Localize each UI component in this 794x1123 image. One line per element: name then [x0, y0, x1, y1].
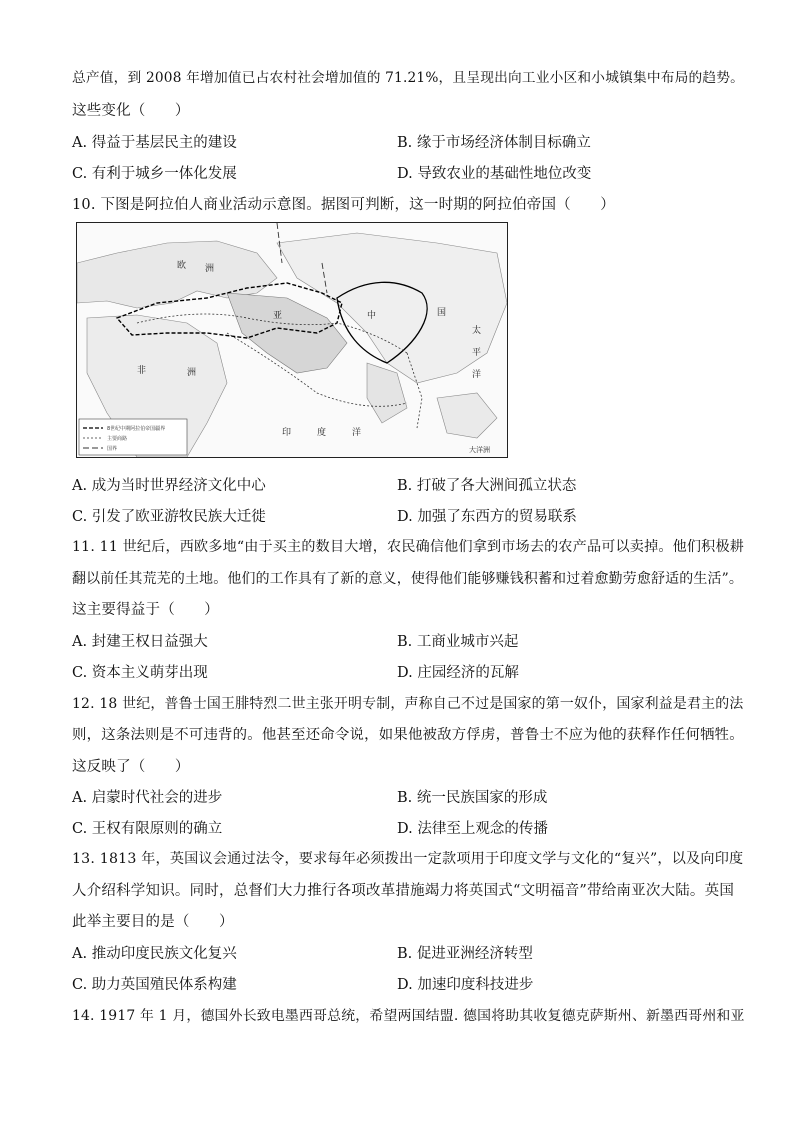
q14-stem-line1: 14. 1917 年 1 月，德国外长致电墨西哥总统，希望两国结盟. 德国将助其收复德克萨斯州、新墨西哥州和亚 [72, 1008, 745, 1024]
q13-option-d: D. 加速印度科技进步 [397, 977, 534, 993]
arab-trade-map [76, 222, 508, 458]
legend-item: 主要商路 [107, 436, 128, 442]
q10-option-b: B. 打破了各大洲间孤立状态 [397, 478, 577, 494]
q9-option-b: B. 缘于市场经济体制目标确立 [397, 135, 591, 151]
q12-option-d: D. 法律至上观念的传播 [397, 821, 548, 837]
q9-stem-line1: 总产值，到 2008 年增加值已占农村社会增加值的 71.21%，且呈现出向工业小区和小城镇集中布局的趋势。 [72, 70, 745, 86]
q12-option-b: B. 统一民族国家的形成 [397, 790, 548, 806]
q9-option-a: A. 得益于基层民主的建设 [72, 135, 237, 151]
q10-option-a: A. 成为当时世界经济文化中心 [72, 478, 266, 494]
q11-option-b: B. 工商业城市兴起 [397, 634, 519, 650]
q13-option-a: A. 推动印度民族文化复兴 [72, 946, 237, 962]
q13-option-c: C. 助力英国殖民体系构建 [72, 977, 237, 993]
q10-stem-line1: 10. 下图是阿拉伯人商业活动示意图。据图可判断，这一时期的阿拉伯帝国（ ） [72, 197, 615, 213]
map-label: 国 [437, 308, 447, 318]
q12-stem-line2: 则，这条法则是不可违背的。他甚至还命令说，如果他被敌方俘虏，普鲁士不应为他的获释作任何牺牲。 [72, 727, 744, 743]
legend-item: 8世纪中期阿拉伯帝国疆界 [107, 426, 166, 432]
map-label: 洲 [205, 264, 215, 274]
q13-stem-line1: 13. 1813 年，英国议会通过法令，要求每年必须拨出一定款项用于印度文学与文化的“复兴”，以及向印度 [72, 851, 744, 867]
map-drawing [77, 223, 507, 457]
q11-option-a: A. 封建王权日益强大 [72, 634, 208, 650]
map-label: 平 [472, 348, 482, 358]
q11-option-d: D. 庄园经济的瓦解 [397, 665, 519, 681]
map-label: 欧 [177, 261, 187, 271]
map-label: 中 [367, 311, 377, 321]
q9-stem-line2: 这些变化（ ） [72, 103, 190, 119]
legend-item: 国界 [107, 446, 118, 452]
map-label: 洋 [352, 428, 362, 438]
map-label: 度 [317, 428, 327, 438]
q13-stem-line3: 此举主要目的是（ ） [72, 914, 234, 930]
q12-option-a: A. 启蒙时代社会的进步 [72, 790, 223, 806]
q12-option-c: C. 王权有限原则的确立 [72, 821, 223, 837]
q10-option-c: C. 引发了欧亚游牧民族大迁徙 [72, 509, 266, 525]
map-label: 亚 [273, 311, 283, 321]
q10-option-d: D. 加强了东西方的贸易联系 [397, 509, 577, 525]
q11-stem-line3: 这主要得益于（ ） [72, 602, 219, 618]
q9-option-c: C. 有利于城乡一体化发展 [72, 166, 237, 182]
q11-stem-line2: 翻以前任其荒芜的土地。他们的工作具有了新的意义，使得他们能够赚钱积蓄和过着愈勤劳愈舒适的生活”。 [72, 571, 744, 587]
map-label: 洋 [472, 370, 482, 380]
q9-option-d: D. 导致农业的基础性地位改变 [397, 166, 592, 182]
q11-option-c: C. 资本主义萌芽出现 [72, 665, 208, 681]
map-label: 非 [137, 366, 147, 376]
q13-stem-line2: 人介绍科学知识。同时，总督们大力推行各项改革措施竭力将英国式“文明福音”带给南亚次大陆。英国 [72, 883, 735, 899]
map-corner-label: 大洋洲 [469, 446, 490, 454]
q13-option-b: B. 促进亚洲经济转型 [397, 946, 533, 962]
map-label: 太 [472, 326, 482, 336]
q11-stem-line1: 11. 11 世纪后，西欧多地“由于买主的数目大增，农民确信他们拿到市场去的农产品可以卖掉。他们积极耕 [72, 539, 745, 555]
q12-stem-line1: 12. 18 世纪，普鲁士国王腓特烈二世主张开明专制，声称自己不过是国家的第一奴仆，国家利益是君主的法 [72, 696, 744, 712]
map-label: 印 [282, 428, 292, 438]
q12-stem-line3: 这反映了（ ） [72, 759, 190, 775]
map-label: 洲 [187, 368, 197, 378]
